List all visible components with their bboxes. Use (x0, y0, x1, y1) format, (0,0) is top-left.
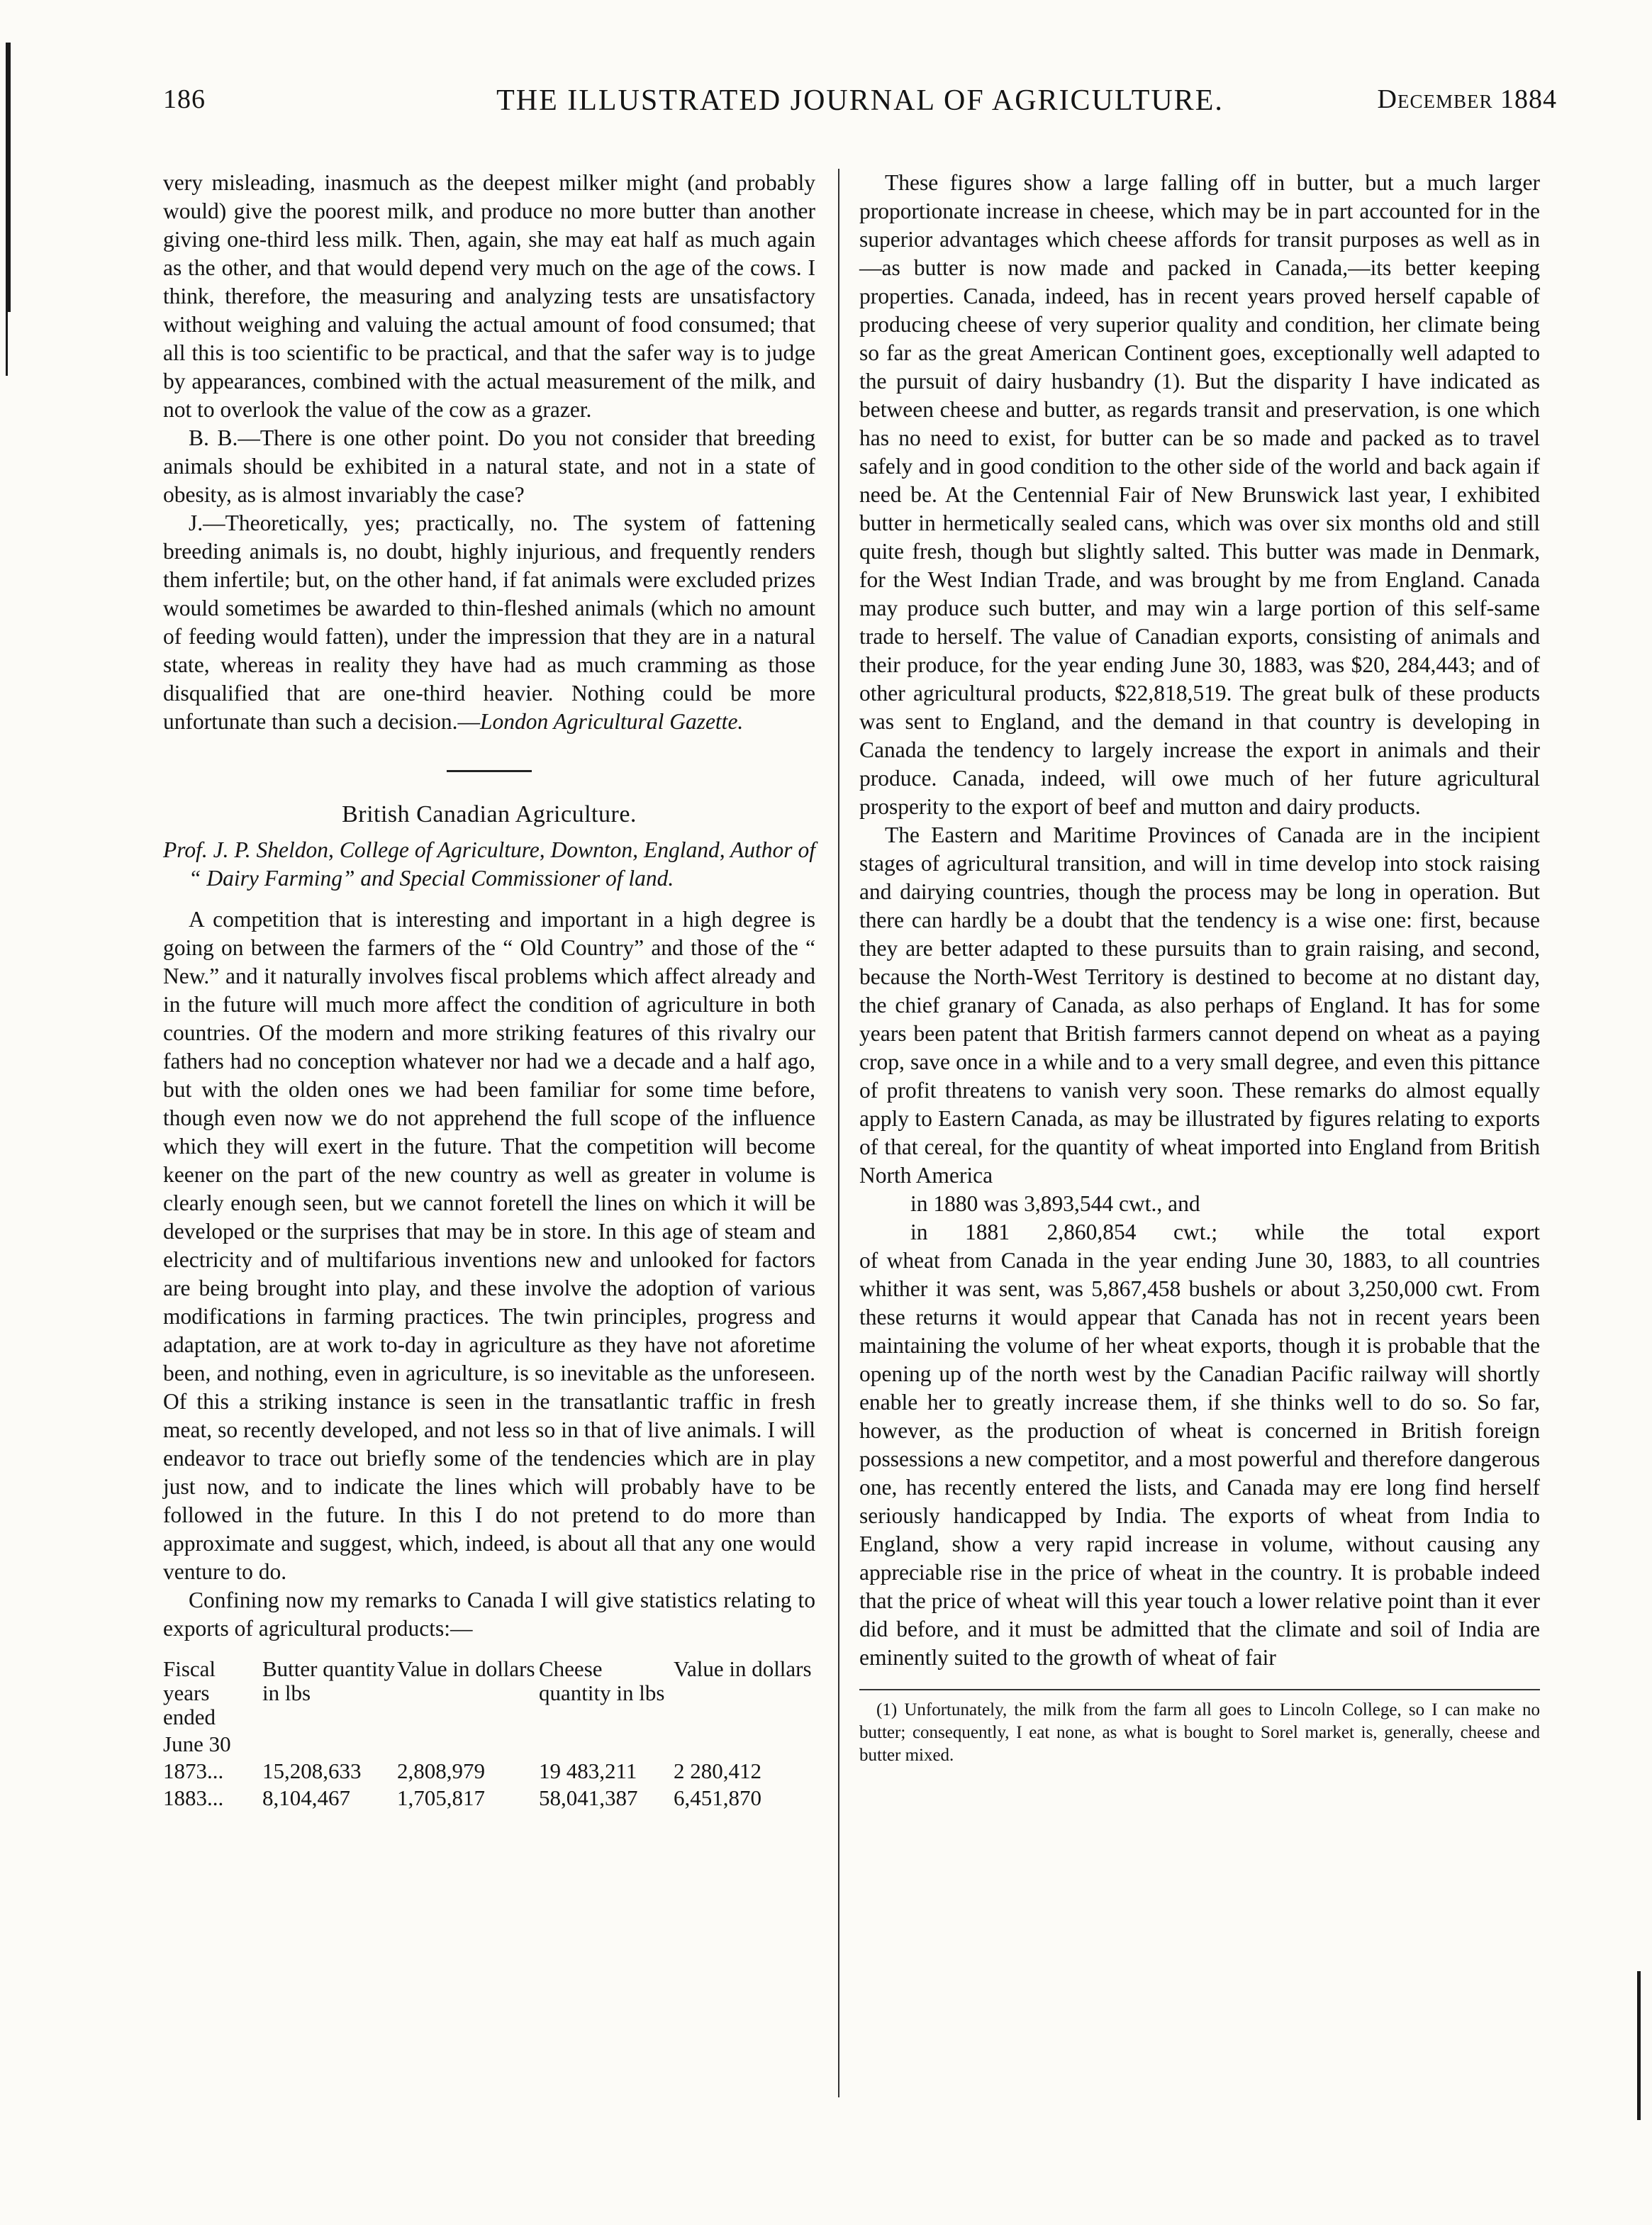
scan-edge-mark-left (6, 43, 11, 312)
table-cell: 15,208,633 (262, 1758, 362, 1783)
article-title: British Canadian Agriculture. (342, 801, 637, 827)
table-cell: 58,041,387 (539, 1785, 638, 1810)
export-statistics-table (163, 1657, 815, 1810)
section-divider (447, 770, 532, 772)
table-row (163, 1756, 815, 1783)
table-subheader: June 30 (163, 1732, 231, 1756)
paragraph: of wheat from Canada in the year ending June 30, 1883, to all countries whither it was sent, was 5,867,458 bushels or about 3,250,000 cwt. From these returns it would appear that Canada has not in recent years been maintaining the volume of her wheat exports, though it is probable that the opening up of the north west by the Canadian Pacific railway will shortly enable her to greatly increase them, if she thinks well to do so. So far, however, as the production of wheat is concerned in British foreign possessions a new competitor, and a most powerful and therefore dangerous one, has recently entered the lists, and Canada may ere long find herself seriously handicapped by India. The exports of wheat from India to England, show a very rapid increase in volume, without causing any appreciable rise in the price of wheat in the country. It is probable indeed that the price of wheat will this year touch a lower relative point than it ever did before, and it must be admitted that the climate and soil of India are eminently suited to the growth of wheat of fair (859, 1248, 1540, 1670)
paragraph: Confining now my remarks to Canada I will give statistics relating to exports of agricultural products:— (163, 1588, 815, 1641)
paragraph (163, 509, 815, 736)
table-header-row (163, 1657, 815, 1732)
issue-date: December 1884 (1377, 84, 1557, 114)
paragraph: very misleading, inasmuch as the deepest milker might (and probably would) give the poorest milk, and produce no more butter than another giving one-third less milk. Then, again, she may eat half as much again as the other, and that would depend very much on the age of the cows. I think, therefore, the measuring and analyzing tests are unsatisfactory without weighing and valuing the actual amount of food consumed; that all this is too scientific to be practical, and that the safer way is to judge by appearances, combined with the actual measurement of the milk, and not to overlook the value of the cow as a grazer. (163, 170, 815, 422)
footnote-divider (859, 1689, 1540, 1690)
table-cell: 1883... (163, 1785, 224, 1810)
table-cell: 6,451,870 (674, 1785, 761, 1810)
paragraph: A competition that is interesting and important in a high degree is going on between the farmers of the “ Old Country” and those of the “ New.” and it naturally involves fiscal problems which affect already and in the future will much more affect the condition of agriculture in both countries. Of the modern and more striking features of this rivalry our fathers had no conception whatever nor had we a decade and a half ago, but with the olden ones we had been familiar for some time before, though even now we do not apprehend the full scope of the influence which they will exert in the future. That the competition will become keener on the part of the new country as well as greater in volume is clearly enough seen, but we cannot foretell the lines on which it will be developed or the surprises that may be in store. In this age of steam and electricity and of multifarious inventions new and unlooked for factors are being brought into play, and these involve the adoption of various modifications in farming practices. The twin principles, progress and adaptation, are at work to-day in agriculture as they have not aforetime been, and nothing, even in agriculture, is so inevitable as the unforeseen. Of this a striking instance is seen in the transatlantic traffic in fresh meat, so recently developed, and not less so in that of live animals. I will endeavor to trace out briefly some of the tendencies which are in play just now, and to indicate the lines which will probably have to be followed in the future. In this I do not pretend to do more than approximate and suggest, which, indeed, is about all that any one would venture to do. (163, 907, 815, 1584)
table-header-cell: Value in dollars (674, 1656, 812, 1681)
table-header-cell: Value in dollars (397, 1656, 535, 1681)
paragraph-text: J.—Theoretically, yes; practically, no. The system of fattening breeding animals is, no doubt, highly injurious, and frequently renders them infertile; but, on the other hand, if fat animals were excluded prizes would sometimes be awarded to thin-fleshed animals (which no amount of feeding would fatten), under the impression that they are in a natural state, whereas in reality they have had as much cramming as those disqualified that are one-third heavier. Nothing could be more unfortunate than such a decision.— (163, 511, 815, 734)
table-header-cell: Fiscal years ended (163, 1656, 216, 1729)
wheat-import-line: in 1880 was 3,893,544 cwt., and (910, 1191, 1200, 1216)
left-column (163, 169, 815, 1810)
table-cell: 1873... (163, 1758, 224, 1783)
table-cell: 8,104,467 (262, 1785, 350, 1810)
table-cell: 1,705,817 (397, 1785, 485, 1810)
running-head (163, 84, 1557, 126)
journal-title: THE ILLUSTRATED JOURNAL OF AGRICULTURE. (496, 84, 1224, 117)
paragraph: B. B.—There is one other point. Do you not consider that breeding animals should be exhibited in a natural state, and not in a state of obesity, as is almost invariably the case? (163, 425, 815, 507)
source-citation: London Agricultural Gazette. (480, 709, 744, 734)
wheat-import-line: in 1881 2,860,854 cwt.; while the total export (910, 1220, 1540, 1244)
table-cell: 2 280,412 (674, 1758, 761, 1783)
footnote: (1) Unfortunately, the milk from the farm all goes to Lincoln College, so I can make no butter; consequently, I eat none, as what is bought to Sorel market is, generally, cheese and butter mixed. (859, 1700, 1540, 1765)
column-divider (838, 169, 839, 2097)
article-byline: Prof. J. P. Sheldon, College of Agriculture, Downton, England, Author of “ Dairy Farming” and Special Commissioner of land. (163, 837, 815, 891)
page-number: 186 (163, 84, 206, 114)
table-header-cell: Cheese quantity in lbs (539, 1656, 665, 1705)
scan-edge-mark-right (1637, 1971, 1641, 2120)
right-column (859, 169, 1540, 1767)
table-row (163, 1783, 815, 1810)
table-cell: 19 483,211 (539, 1758, 637, 1783)
table-header-cell: Butter quantity in lbs (262, 1656, 395, 1705)
table-cell: 2,808,979 (397, 1758, 485, 1783)
paragraph: These figures show a large falling off in butter, but a much larger proportionate increase in cheese, which may be in part accounted for in the superior advantages which cheese affords for transit purposes as well as in—as butter is now made and packed in Canada,—its better keeping properties. Canada, indeed, has in recent years proved herself capable of producing cheese of very superior quality and condition, her climate being so far as the great American Continent goes, exceptionally well adapted to the pursuit of dairy husbandry (1). But the disparity I have indicated as between cheese and butter, as regards transit and preservation, is one which has no need to exist, for butter can be so made and packed as to travel safely and in good condition to the other side of the world and back again if need be. At the Centennial Fair of New Brunswick last year, I exhibited butter in hermetically sealed cans, which was over six months old and still quite fresh, though but slightly salted. This butter was made in Denmark, for the West Indian Trade, and was brought by me from England. Canada may produce such butter, and may win a large portion of this self-same trade to herself. The value of Canadian exports, consisting of animals and their produce, for the year ending June 30, 1883, was $20, 284,443; and of other agricultural products, $22,818,519. The great bulk of these products was sent to England, and the demand in that country is developing in Canada the tendency to largely increase the export in animals and their produce. Canada, indeed, will owe much of her future agricultural prosperity to the export of beef and mutton and dairy products. (859, 170, 1540, 819)
scan-edge-mark-left-thin (6, 312, 8, 376)
table-subheader-row (163, 1732, 815, 1756)
paragraph: The Eastern and Maritime Provinces of Canada are in the incipient stages of agricultural transition, and will in time develop into stock raising and dairying countries, though the process may be long in operation. But there can hardly be a doubt that the tendency is a wise one: first, because they are better adapted to these pursuits than to grain raising, and second, because the North-West Territory is destined to become at no distant day, the chief granary of Canada, as also perhaps of England. It has for some years been patent that British farmers cannot depend on wheat as a paying crop, save once in a while and to a very small degree, and even this pittance of profit threatens to vanish very soon. These remarks do almost equally apply to Eastern Canada, as may be illustrated by figures relating to exports of that cereal, for the quantity of wheat imported into England from British North America (859, 822, 1540, 1188)
